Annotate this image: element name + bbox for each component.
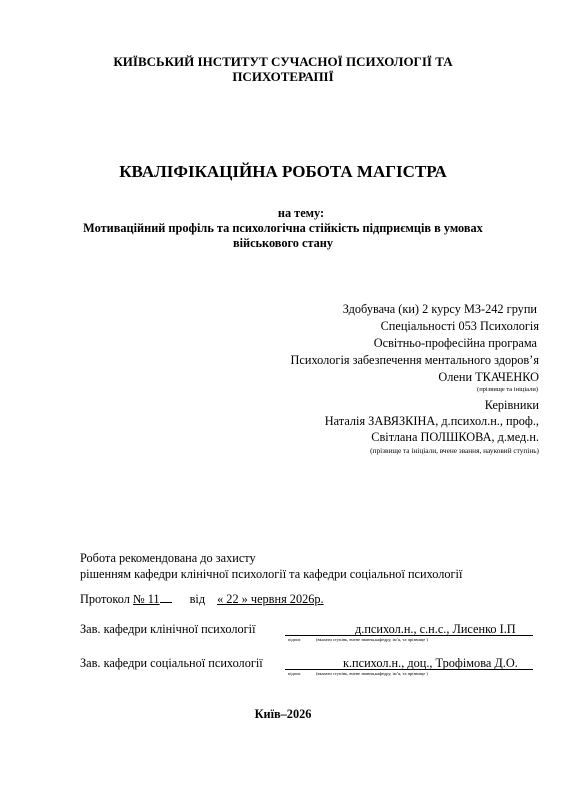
head-social-value: к.психол.н., доц., Трофімова Д.О. bbox=[343, 656, 518, 670]
head-clinical-label: Зав. кафедри клінічної психології bbox=[80, 622, 256, 636]
protocol-line bbox=[80, 592, 324, 607]
supervisor-1: Наталія ЗАВЯЗКІНА, д.психол.н., проф., bbox=[324, 414, 539, 428]
supervisors-caption: (прізвище та ініціали, вчене звання, науковий ступінь) bbox=[370, 446, 539, 455]
student-course-group: Здобувача (ки) 2 курсу МЗ-242 групи bbox=[342, 302, 537, 316]
head-clinical-caption: (вказати ступінь, вчене звання,кафедру, ім’я, та прізвище ) bbox=[316, 637, 428, 642]
student-name-caption: (прізвище та ініціали) bbox=[477, 386, 538, 393]
institution-name-line2: ПСИХОТЕРАПІЇ bbox=[232, 69, 334, 84]
student-name: Олени ТКАЧЕНКО bbox=[438, 370, 539, 384]
protocol-number: № 11 bbox=[132, 592, 160, 606]
head-social-caption: (вказати ступінь, вчене звання,кафедру, ім’я, та прізвище ) bbox=[316, 671, 428, 676]
protocol-prefix: Протокол bbox=[80, 592, 133, 606]
topic-line1: Мотиваційний профіль та психологічна стійкість підприємців в умовах bbox=[83, 221, 483, 235]
supervisors-label: Керівники bbox=[484, 398, 539, 412]
student-specialty: Спеціальності 053 Психологія bbox=[380, 319, 539, 333]
city-year: Київ–2026 bbox=[254, 707, 312, 721]
head-clinical-signature-caption: підпис bbox=[288, 637, 301, 642]
document-title: КВАЛІФІКАЦІЙНА РОБОТА МАГІСТРА bbox=[119, 162, 447, 181]
topic-label: на тему: bbox=[277, 206, 325, 220]
topic-line2: військового стану bbox=[232, 236, 334, 250]
recommendation-line2: рішенням кафедри клінічної психології та кафедри соціальної психології bbox=[80, 567, 463, 581]
institution-name-line1: КИЇВСЬКИЙ ІНСТИТУТ СУЧАСНОЇ ПСИХОЛОГІЇ ТА bbox=[113, 54, 453, 69]
student-program-label: Освітньо-професійна програма bbox=[373, 336, 537, 350]
protocol-from: від bbox=[189, 592, 206, 606]
head-clinical-value: д.психол.н., с.н.с., Лисенко І.П bbox=[355, 622, 516, 636]
head-social-signature-caption: підпис bbox=[288, 671, 301, 676]
recommendation-line1: Робота рекомендована до захисту bbox=[80, 551, 256, 565]
head-social-label: Зав. кафедри соціальної психології bbox=[80, 656, 263, 670]
supervisor-2: Світлана ПОЛШКОВА, д.мед.н. bbox=[371, 430, 539, 444]
protocol-date: « 22 » червня 2026р. bbox=[217, 592, 324, 606]
student-program-name: Психологія забезпечення ментального здоров’я bbox=[290, 353, 539, 367]
